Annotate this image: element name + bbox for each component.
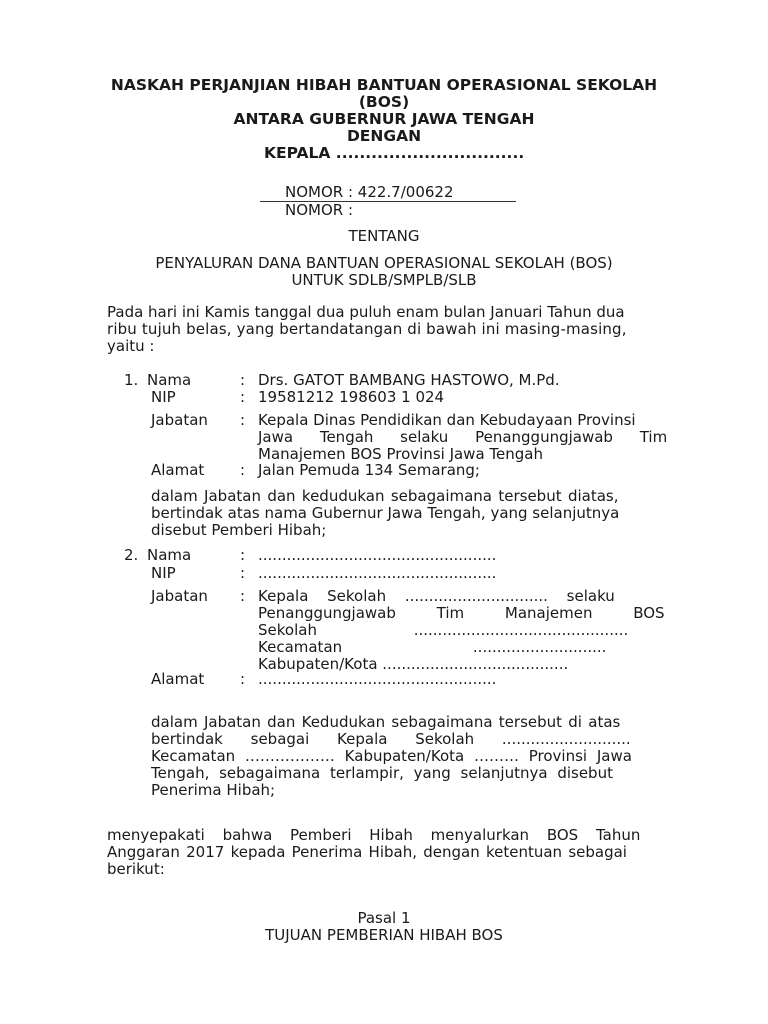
party1-nip-label: NIP: [151, 388, 176, 406]
party2-nama-label: Nama: [147, 546, 192, 564]
document-title: [0, 77, 768, 145]
title-line-5: KEPALA ................................: [264, 144, 525, 162]
party1-nama-colon: :: [240, 371, 246, 389]
party2-jabatan-line-3: Sekolah .............................................: [258, 621, 629, 639]
title-line-4: DENGAN: [346, 127, 422, 145]
party2-description: [151, 714, 678, 799]
nomor-second: NOMOR :: [285, 201, 354, 219]
tentang-heading: TENTANG: [348, 227, 420, 245]
party1-jabatan-label: Jabatan: [151, 411, 208, 429]
agreement-line-2: Anggaran 2017 kepada Penerima Hibah, dengan ketentuan sebagai: [107, 843, 627, 861]
party1-nama-value: Drs. GATOT BAMBANG HASTOWO, M.Pd.: [258, 371, 560, 389]
party2-jabatan-line-2: Penanggungjawab Tim Manajemen BOS: [258, 604, 665, 622]
party1-jabatan-colon: :: [240, 411, 246, 429]
party2-desc-line-3: Kecamatan ……………… Kabupaten/Kota ……… Provinsi Jawa: [151, 747, 632, 765]
party2-alamat-colon: :: [240, 670, 246, 688]
title-line-2: (BOS): [358, 93, 410, 111]
intro-paragraph: [107, 304, 678, 355]
party1-desc-line-3: disebut Pemberi Hibah;: [151, 521, 327, 539]
subject-heading: [0, 255, 768, 289]
subject-line-1: PENYALURAN DANA BANTUAN OPERASIONAL SEKOLAH (BOS): [155, 254, 613, 272]
party2-nip-colon: :: [240, 564, 246, 582]
party1-jabatan-line-3: Manajemen BOS Provinsi Jawa Tengah: [258, 445, 543, 463]
party1-alamat-label: Alamat: [151, 461, 205, 479]
agreement-line-3: berikut:: [107, 860, 165, 878]
party1-desc-line-1: dalam Jabatan dan kedudukan sebagaimana tersebut diatas,: [151, 487, 619, 505]
party2-jabatan-line-5: Kabupaten/Kota .......................................: [258, 655, 569, 673]
title-line-1: NASKAH PERJANJIAN HIBAH BANTUAN OPERASIONAL SEKOLAH: [110, 76, 658, 94]
party1-desc-line-2: bertindak atas nama Gubernur Jawa Tengah, yang selanjutnya: [151, 504, 620, 522]
party2-nip-label: NIP: [151, 564, 176, 582]
party2-alamat-label: Alamat: [151, 670, 205, 688]
subject-line-2: UNTUK SDLB/SMPLB/SLB: [291, 271, 477, 289]
party1-jabatan-line-2: Jawa Tengah selaku Penanggungjawab Tim: [258, 428, 668, 446]
agreement-line-1: menyepakati bahwa Pemberi Hibah menyalurkan BOS Tahun: [107, 826, 641, 844]
party1-jabatan-line-1: Kepala Dinas Pendidikan dan Kebudayaan Provinsi: [258, 411, 636, 429]
party1-jabatan-value: [258, 412, 678, 463]
party2-nama-value: ..................................................: [258, 546, 497, 564]
party2-jabatan-label: Jabatan: [151, 587, 208, 605]
party2-desc-line-2: bertindak sebagai Kepala Sekolah ...........................: [151, 730, 631, 748]
title-line-3: ANTARA GUBERNUR JAWA TENGAH: [233, 110, 535, 128]
party2-desc-line-4: Tengah, sebagaimana terlampir, yang selanjutnya disebut: [151, 764, 613, 782]
pasal-title: TUJUAN PEMBERIAN HIBAH BOS: [265, 926, 503, 944]
party2-jabatan-line-4: Kecamatan ............................: [258, 638, 607, 656]
intro-line-3: yaitu :: [107, 337, 155, 355]
party2-alamat-value: ..................................................: [258, 670, 497, 688]
party1-alamat-value: Jalan Pemuda 134 Semarang;: [258, 461, 480, 479]
party1-number: 1.: [124, 371, 139, 389]
party2-desc-line-5: Penerima Hibah;: [151, 781, 276, 799]
party2-desc-line-1: dalam Jabatan dan Kedudukan sebagaimana tersebut di atas: [151, 713, 621, 731]
party2-jabatan-line-1: Kepala Sekolah .............................. selaku: [258, 587, 615, 605]
intro-line-1: Pada hari ini Kamis tanggal dua puluh enam bulan Januari Tahun dua: [107, 303, 625, 321]
intro-line-2: ribu tujuh belas, yang bertandatangan di bawah ini masing-masing,: [107, 320, 627, 338]
party2-nama-colon: :: [240, 546, 246, 564]
pasal-heading: [0, 910, 768, 944]
party1-alamat-colon: :: [240, 461, 246, 479]
nomor-first: NOMOR : 422.7/00622: [285, 183, 454, 201]
agreement-paragraph: [107, 827, 678, 878]
pasal-number: Pasal 1: [357, 909, 411, 927]
party2-jabatan-value: [258, 588, 678, 673]
party2-nip-value: ..................................................: [258, 564, 497, 582]
party1-description: [151, 488, 678, 539]
party2-jabatan-colon: :: [240, 587, 246, 605]
party1-nama-label: Nama: [147, 371, 192, 389]
party2-number: 2.: [124, 546, 139, 564]
party1-nip-value: 19581212 198603 1 024: [258, 388, 445, 406]
party1-nip-colon: :: [240, 388, 246, 406]
